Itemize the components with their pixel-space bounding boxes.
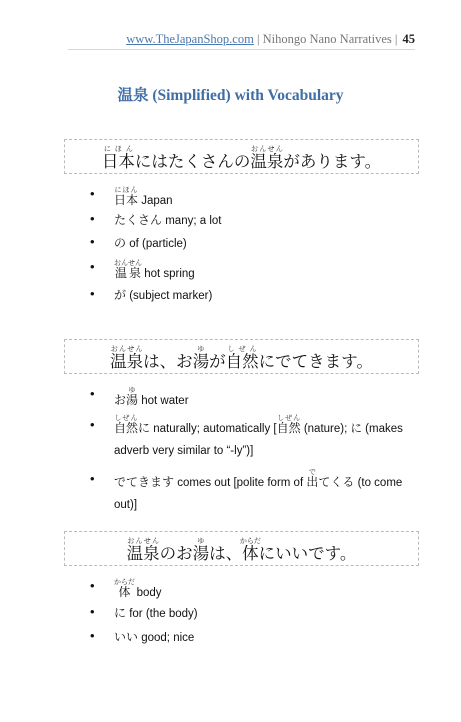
page-title: 温泉 (Simplified) with Vocabulary — [117, 87, 344, 104]
list-item: • 自然しぜんに naturally; automatically [自然しぜん (nature); に (makes adverb very similar to “-ly”)] — [90, 414, 410, 462]
header-separator: | — [256, 32, 260, 46]
sentence-text: があります。 — [283, 152, 382, 171]
series-name: Nihongo Nano Narratives — [262, 32, 392, 46]
page-number: 45 — [402, 32, 415, 46]
list-item: • 温泉おんせん hot spring — [90, 259, 410, 286]
list-item: • に for (the body) — [90, 604, 410, 628]
list-item: • いい good; nice — [90, 628, 410, 645]
vocab-list — [90, 386, 410, 516]
sentence-box: 温泉おんせんは、お湯ゆが自然しぜんにでてきます。 — [64, 339, 419, 374]
list-item: • たくさん many; a lot — [90, 211, 410, 234]
list-item: • の of (particle) — [90, 234, 410, 259]
vocab-list — [90, 186, 410, 303]
page-header — [126, 32, 415, 47]
sentence-text: にはたくさんの — [134, 152, 251, 171]
site-link[interactable]: www.TheJapanShop.com — [126, 32, 254, 46]
vocab-list — [90, 578, 410, 645]
list-item: • お湯ゆ hot water — [90, 386, 410, 414]
list-item: • 体からだ body — [90, 578, 410, 604]
list-item: • が (subject marker) — [90, 286, 410, 303]
list-item: • でてきます comes out [polite form of 出でてくる (to come out)] — [90, 468, 410, 516]
sentence-box: 温泉おんせんのお湯ゆは、体からだにいいです。 — [64, 531, 419, 566]
sentence-box — [64, 139, 419, 174]
ruby-word: 温泉おんせん — [250, 145, 284, 171]
ruby-word: 日本にほん — [101, 145, 135, 171]
header-divider — [68, 49, 415, 50]
header-separator: | — [394, 32, 398, 46]
list-item: • 日本にほん Japan — [90, 186, 410, 211]
